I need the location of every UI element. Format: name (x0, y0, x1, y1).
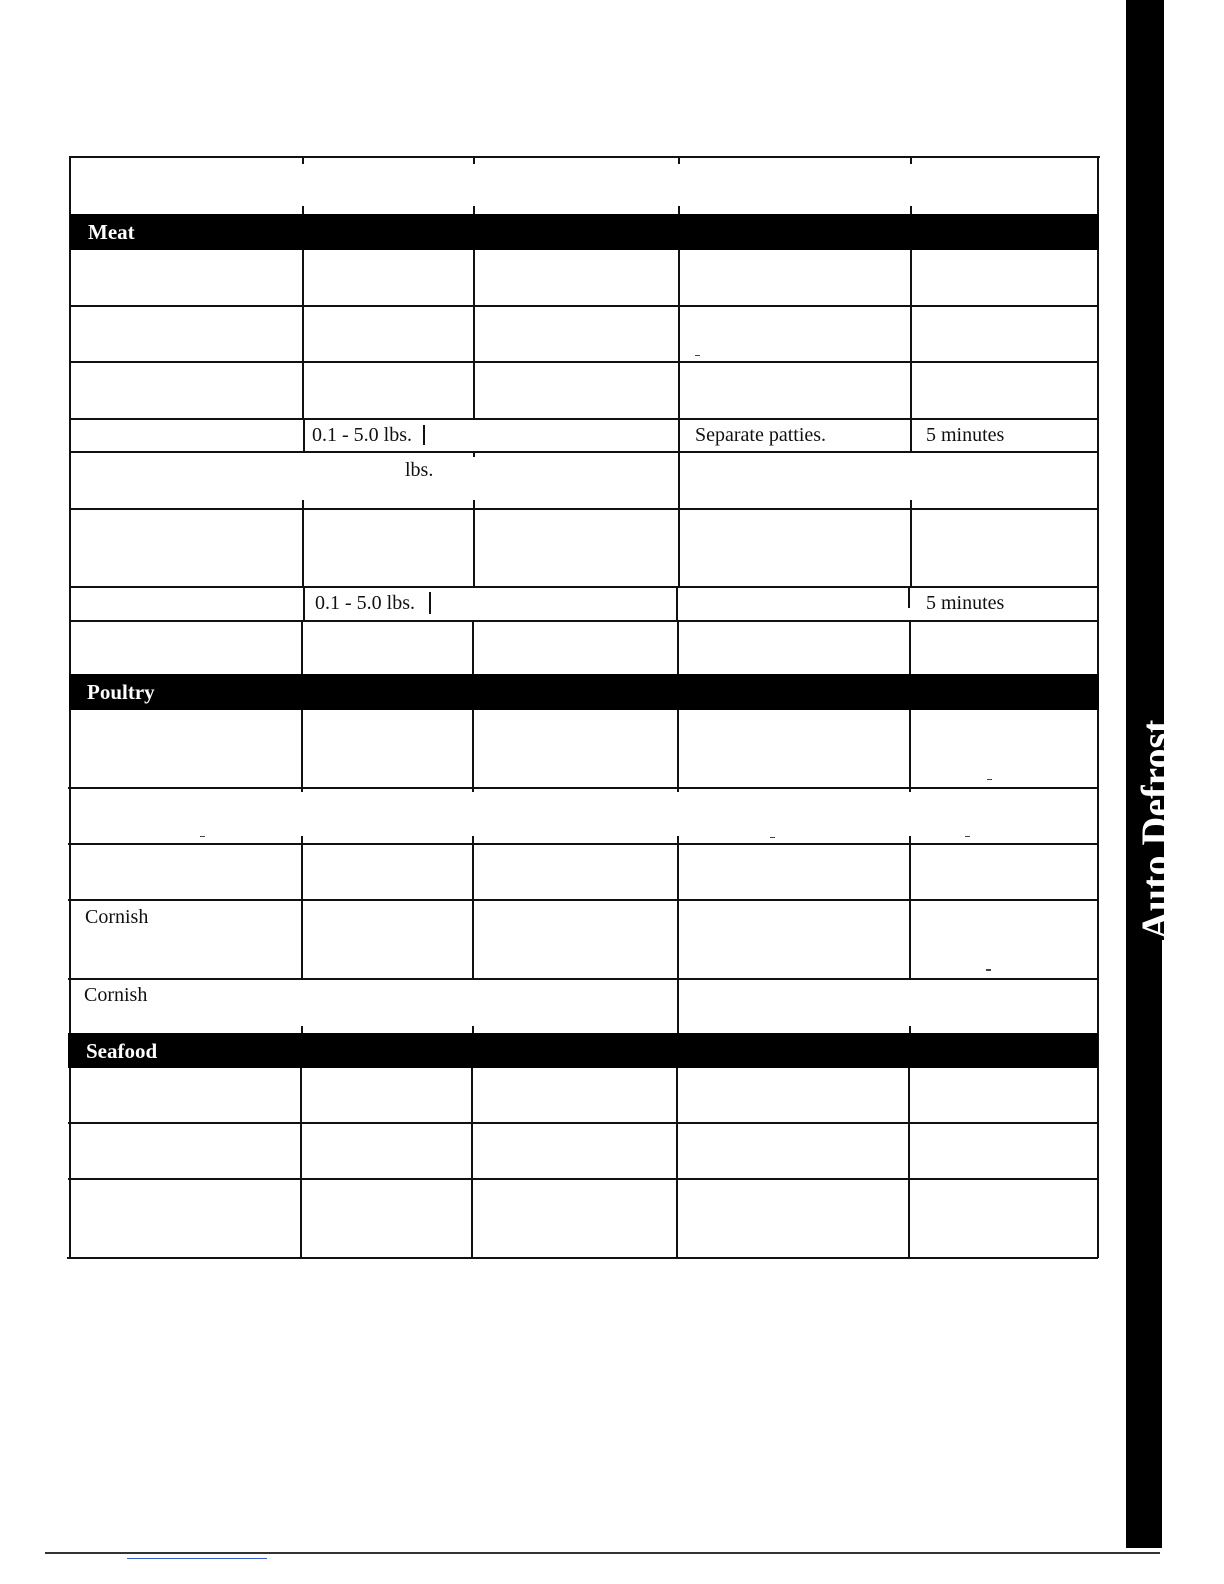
column-divider (472, 620, 474, 674)
row-divider (68, 787, 1098, 789)
column-divider (676, 1068, 678, 1258)
section-header-poultry: Poultry (69, 674, 1099, 710)
column-divider (677, 899, 679, 978)
row-divider (69, 451, 1099, 453)
column-divider (302, 250, 304, 418)
cell-bar (908, 588, 910, 608)
cell-bar (678, 420, 680, 452)
section-tab-title: Auto Defrost (1133, 719, 1178, 940)
column-divider (677, 978, 679, 1033)
row-tick (472, 787, 474, 792)
row-divider (68, 843, 1098, 845)
print-speck (987, 779, 992, 780)
section-header-meat: Meat (70, 214, 1099, 250)
row-divider (69, 586, 1099, 588)
column-divider (677, 710, 679, 788)
row-tick (909, 1026, 911, 1033)
header-tick (910, 156, 912, 164)
column-divider (301, 710, 303, 788)
column-divider (301, 620, 303, 674)
print-speck (986, 969, 991, 971)
cell-bar (910, 420, 912, 452)
column-divider (301, 843, 303, 900)
header-tick (473, 206, 475, 214)
row-tick (677, 787, 679, 792)
row-divider (69, 620, 1099, 622)
column-divider (908, 1068, 910, 1258)
row-tick (909, 787, 911, 792)
weight-range: 0.1 - 5.0 lbs. (312, 424, 412, 446)
column-divider (910, 250, 912, 418)
row-divider (68, 1178, 1098, 1180)
row-tick (472, 1026, 474, 1033)
footer-rule (45, 1552, 1160, 1554)
print-speck (965, 836, 970, 837)
print-speck (200, 836, 205, 837)
header-tick (678, 156, 680, 164)
cell-bar (429, 592, 431, 614)
header-tick (302, 156, 304, 164)
row-tick (910, 500, 912, 508)
column-divider (678, 451, 680, 508)
row-tick (473, 451, 475, 457)
row-tick (301, 787, 303, 792)
column-divider (472, 843, 474, 900)
instructions-text: Separate patties. (695, 424, 827, 446)
column-divider (300, 1068, 302, 1258)
column-divider (302, 508, 304, 586)
row-tick (302, 500, 304, 508)
row-tick (301, 1026, 303, 1033)
column-divider (472, 710, 474, 788)
print-speck (770, 837, 775, 838)
column-divider (909, 620, 911, 674)
column-divider (677, 620, 679, 674)
column-divider (473, 250, 475, 418)
food-name: Cornish (85, 906, 149, 928)
column-divider (909, 710, 911, 788)
section-header-seafood: Seafood (68, 1033, 1098, 1068)
food-name: Cornish (84, 984, 148, 1006)
column-divider (301, 899, 303, 978)
print-speck (695, 355, 700, 356)
header-tick (302, 206, 304, 214)
column-divider (473, 508, 475, 586)
header-tick (910, 206, 912, 214)
row-divider (68, 1122, 1098, 1124)
footer-link-underline (127, 1558, 267, 1559)
table-top-border (69, 156, 1100, 158)
cell-bar (423, 425, 425, 445)
header-tick (678, 206, 680, 214)
column-divider (678, 250, 680, 418)
table-bottom-border (67, 1257, 1098, 1259)
weight-range: 0.1 - 5.0 lbs. (315, 592, 415, 614)
standing-time: 5 minutes (926, 592, 1005, 614)
column-divider (471, 1068, 473, 1258)
standing-time: 5 minutes (926, 424, 1005, 446)
cell-bar (303, 420, 305, 452)
column-divider (910, 508, 912, 586)
weight-unit: lbs. (405, 459, 434, 481)
row-divider (68, 978, 1098, 980)
row-divider (69, 305, 1099, 307)
column-divider (677, 843, 679, 900)
column-divider (909, 843, 911, 900)
cell-bar (303, 588, 305, 620)
cell-bar (676, 588, 678, 620)
column-divider (678, 508, 680, 586)
column-divider (909, 899, 911, 978)
row-divider (69, 418, 1099, 420)
row-tick (473, 500, 475, 508)
row-divider (69, 508, 1099, 510)
row-divider (68, 899, 1098, 901)
row-divider (69, 361, 1099, 363)
column-divider (472, 899, 474, 978)
header-tick (473, 156, 475, 164)
